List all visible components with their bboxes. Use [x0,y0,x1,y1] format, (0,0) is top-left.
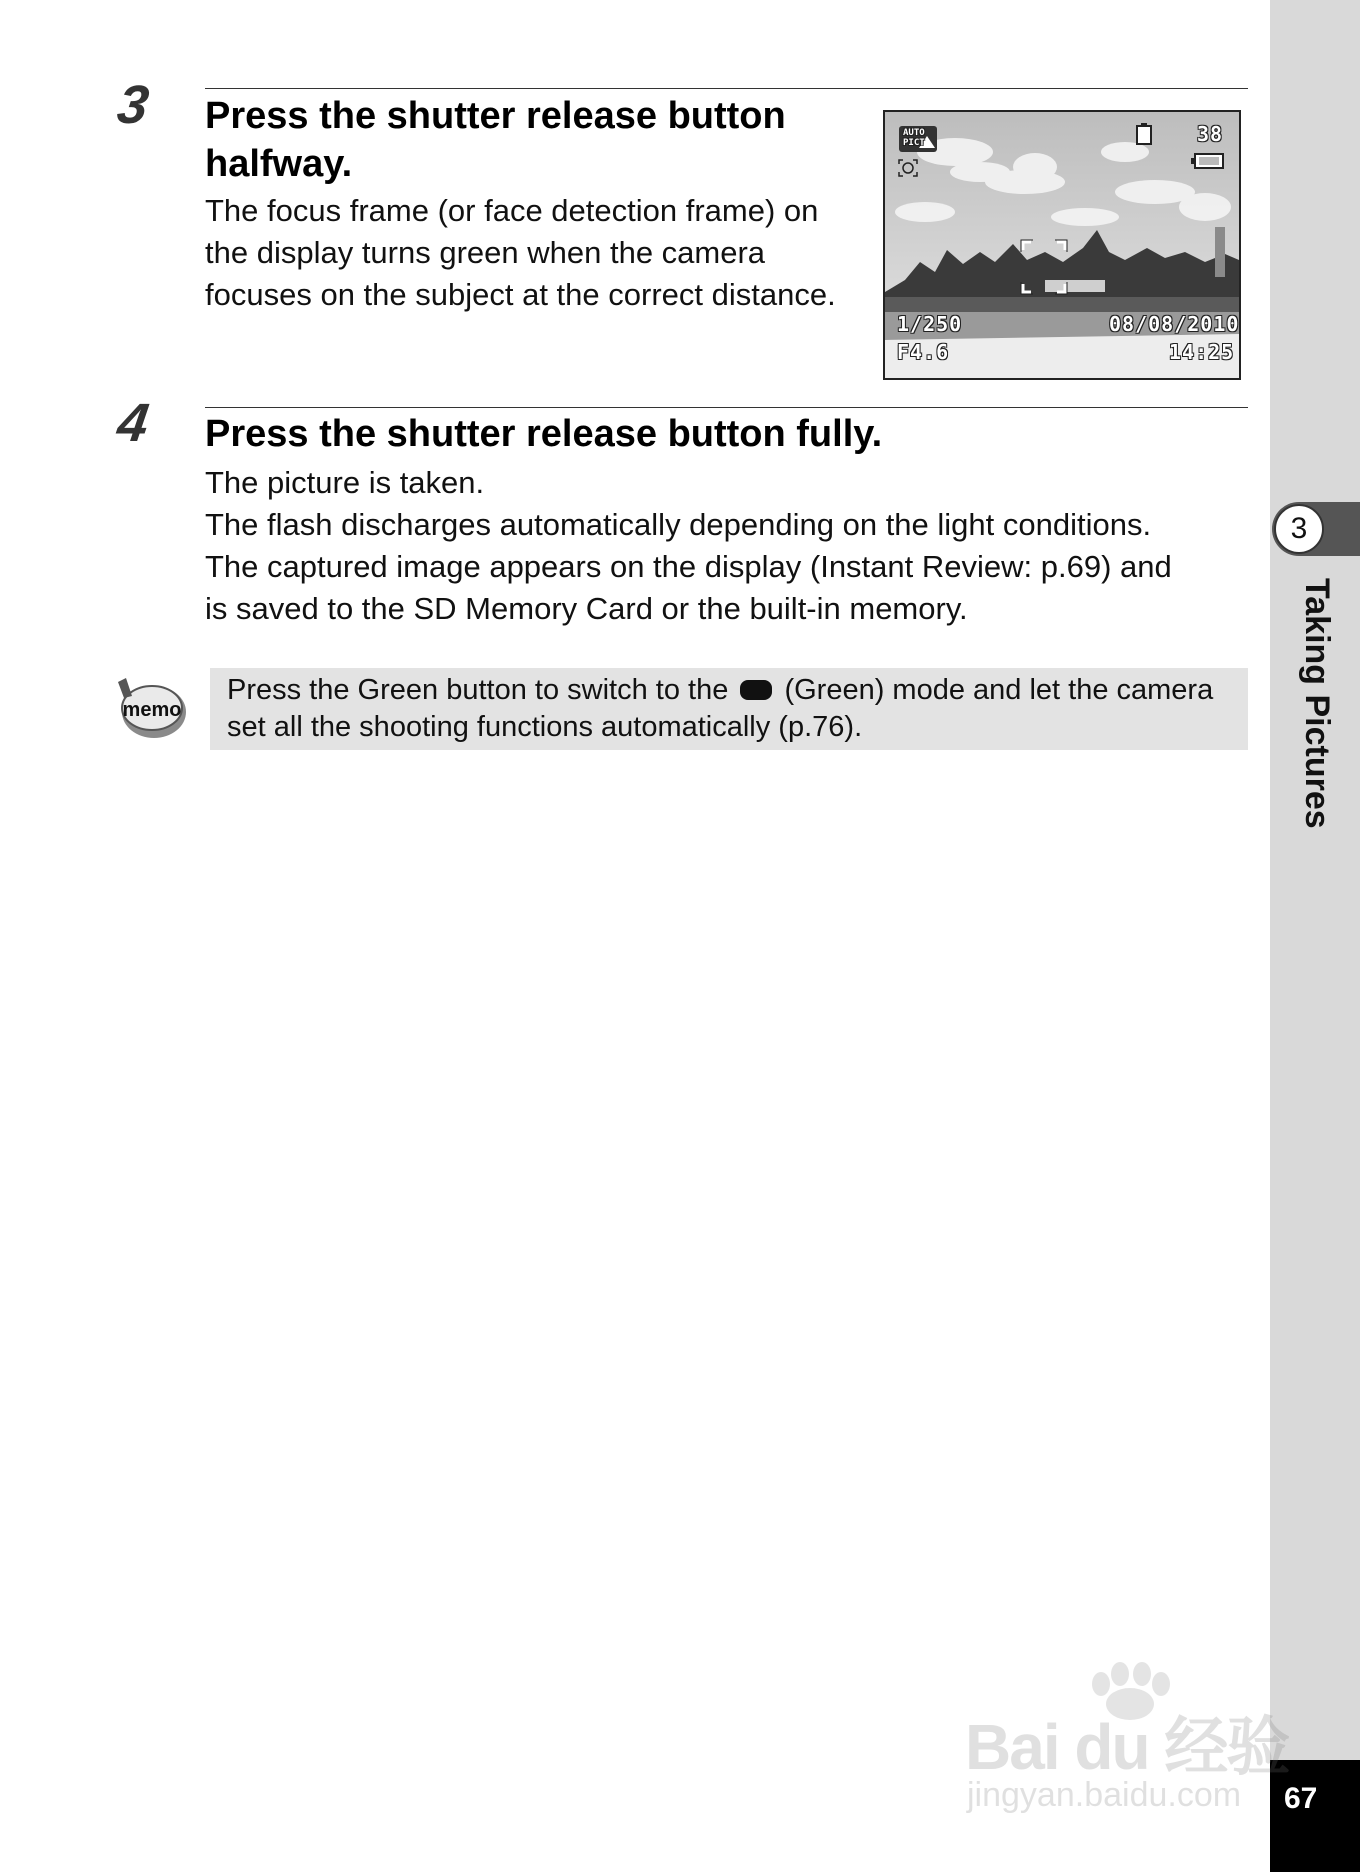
beach-scene [885,112,1239,378]
green-mode-icon [740,680,772,700]
step-4-number: 4 [113,393,153,453]
time: 14:25 [1169,340,1235,364]
step-4-rule [205,407,1248,408]
watermark-sub: jingyan.baidu.com [967,1776,1242,1814]
memo-icon [112,674,188,745]
memo-label: memo [122,699,182,721]
step-4-line-1: The picture is taken. [205,465,485,500]
memory-card-icon [1137,123,1151,144]
chapter-number: 3 [1274,504,1324,554]
step-4-line-4: is saved to the SD Memory Card or the built-in memory. [205,591,968,626]
step-4-line-3: The captured image appears on the display (Instant Review: p.69) and [205,549,1172,584]
watermark-main: Bai du 经验 [965,1711,1289,1783]
memo-box [210,668,1248,750]
step-4-title: Press the shutter release button fully. [205,413,883,455]
aperture: F4.6 [897,340,950,364]
shots-remaining: 38 [1197,122,1224,146]
shutter-speed: 1/250 [897,312,963,336]
chapter-title: Taking Pictures [1298,578,1336,829]
step-4-body [205,462,1265,630]
page-number: 67 [1284,1782,1318,1815]
mode-badge-text: AUTO PICT [903,128,925,148]
date: 08/08/2010 [1109,312,1240,336]
chapter-side-bar [1270,0,1360,1760]
step-3-number: 3 [113,75,153,135]
memo-text-before: Press the Green button to switch to the [227,674,729,706]
camera-lcd-illustration [883,110,1241,380]
memo-text [227,672,1237,746]
step-3-body: The focus frame (or face detection frame) on the display turns green when the camera focuses on the subject at the correct distance. [205,193,836,312]
step-3-rule [205,88,1248,89]
memo-text-after: (Green) mode and let the camera set all the shooting functions automatically (p.76). [227,674,1214,743]
step-3-title: Press the shutter release button halfway. [205,95,786,185]
battery-icon [1191,154,1223,168]
step-4-line-2: The flash discharges automatically depending on the light conditions. [205,507,1152,542]
